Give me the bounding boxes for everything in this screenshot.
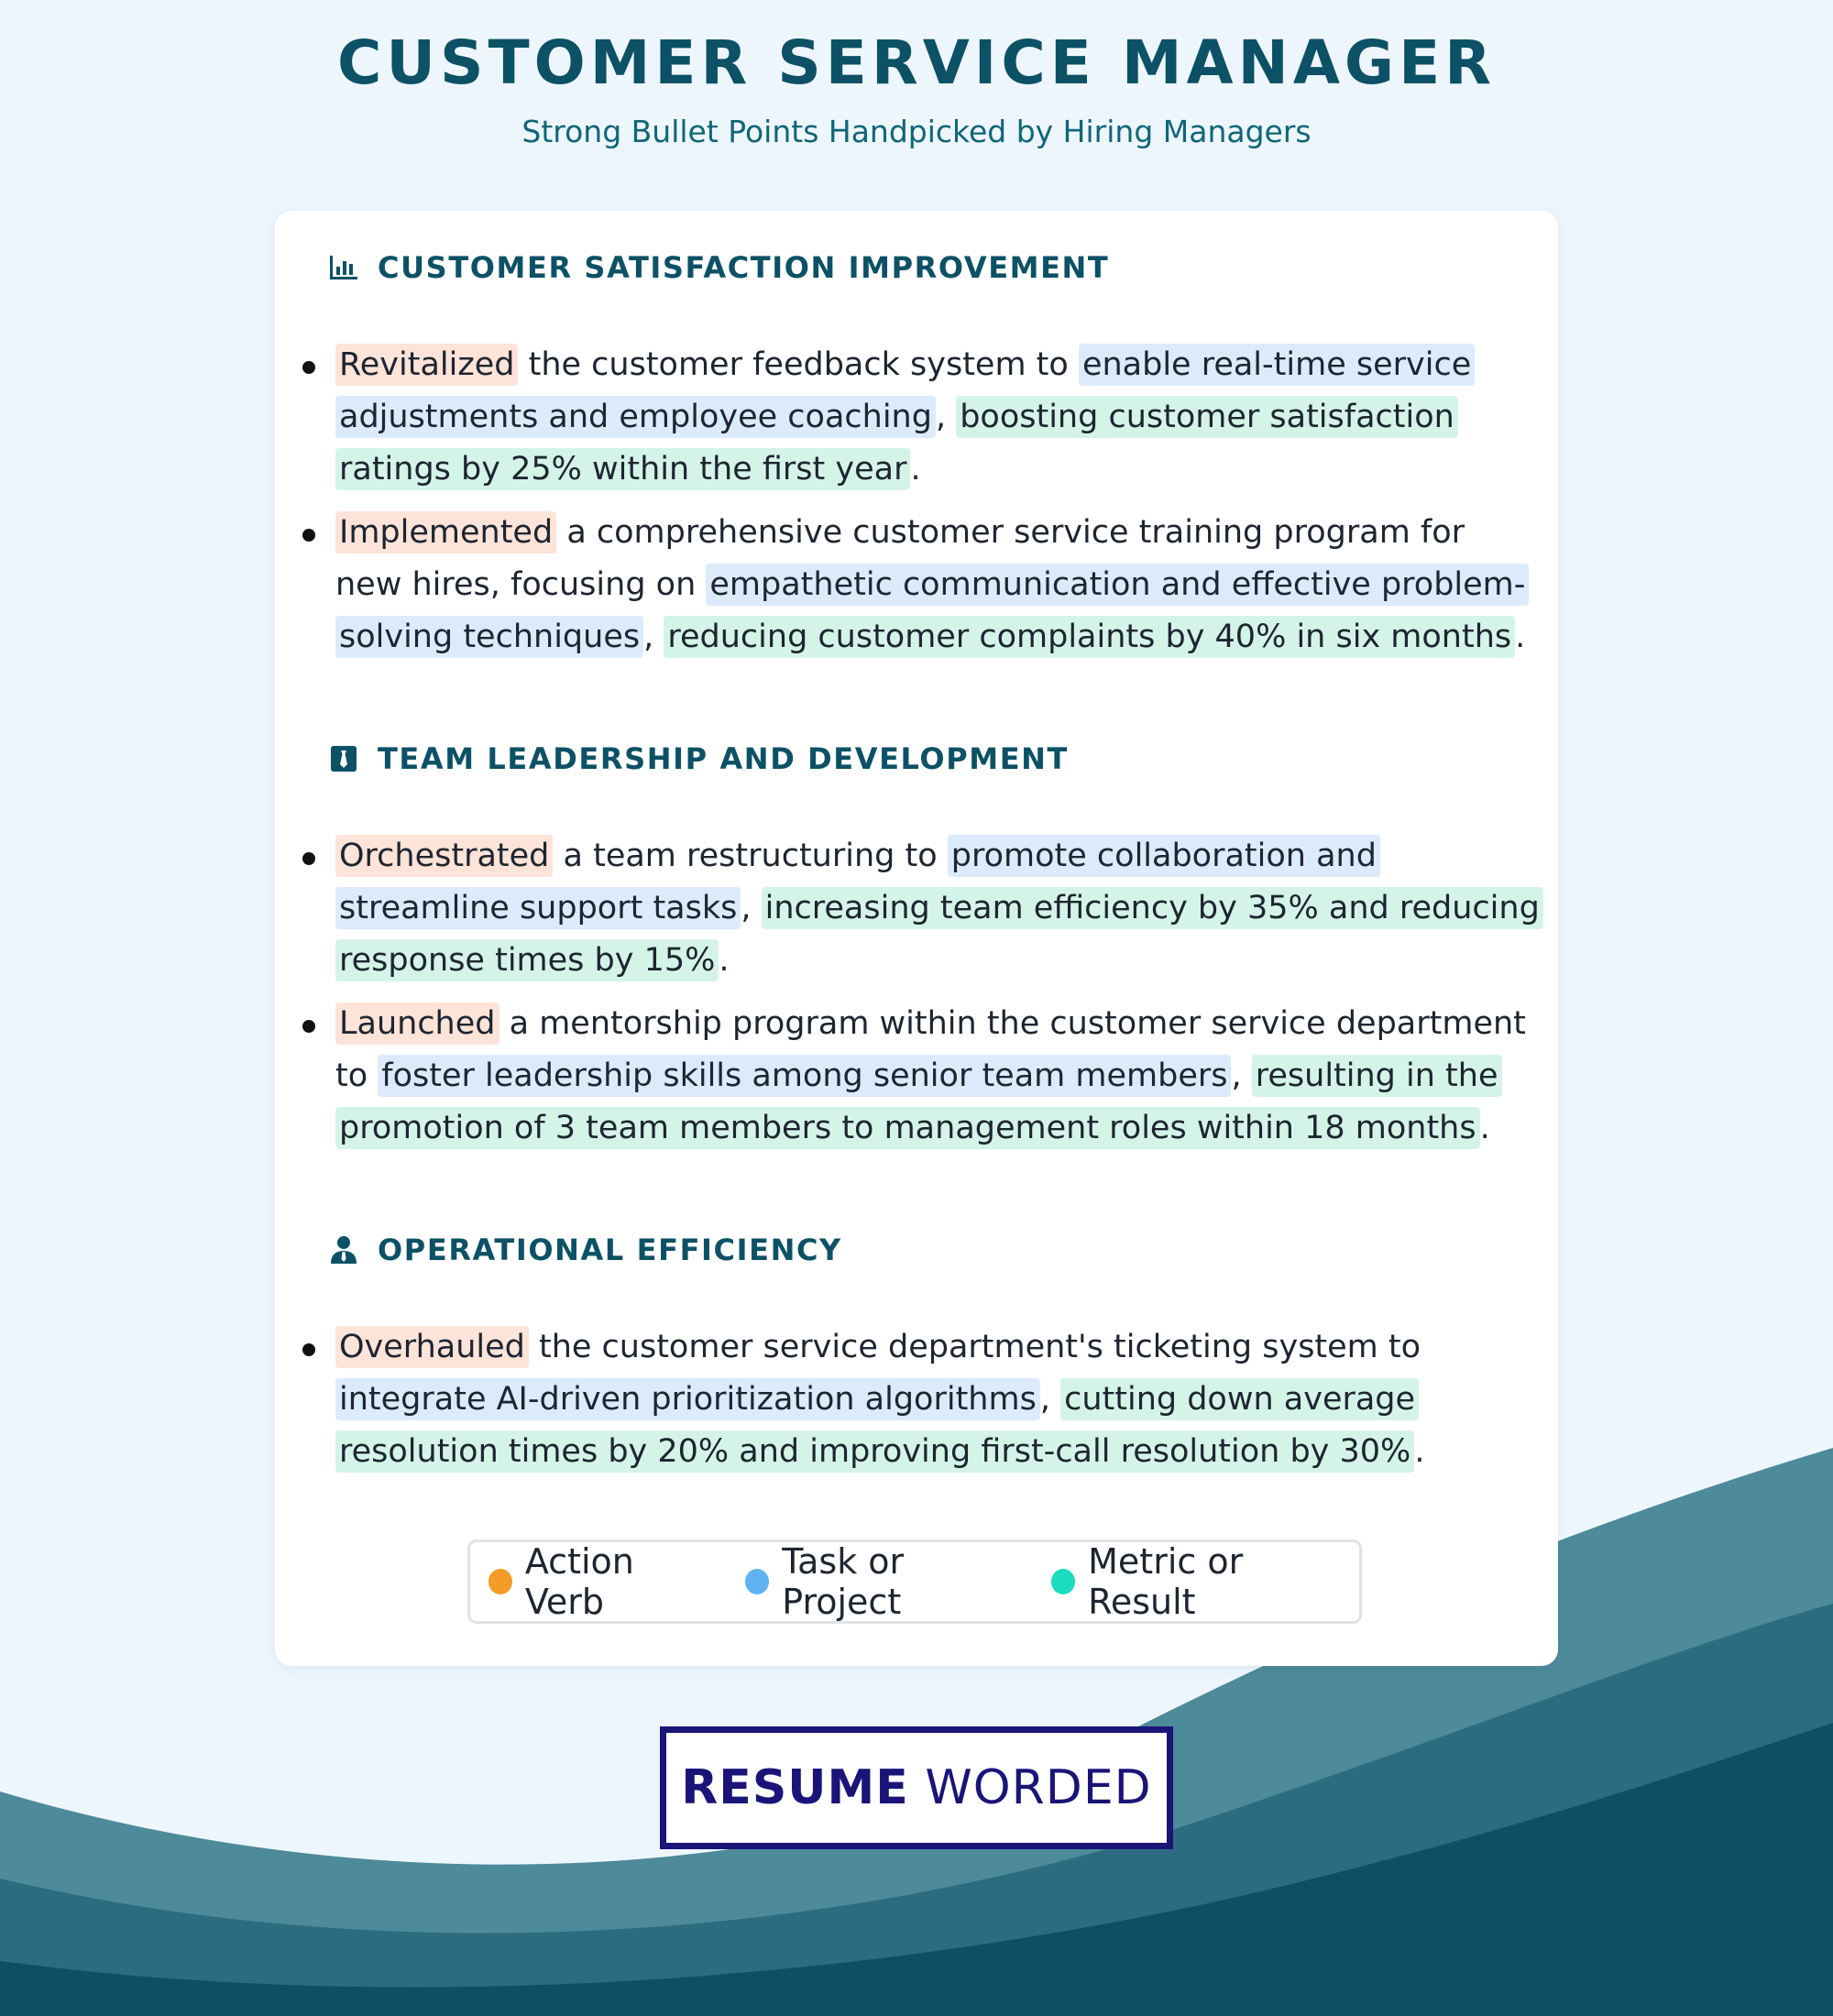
bullet-item (275, 830, 1558, 987)
bullet-list (275, 339, 1558, 674)
page-title: CUSTOMER SERVICE MANAGER (337, 27, 1496, 98)
user-tie-icon (328, 1234, 359, 1265)
logo-text (681, 1760, 1151, 1815)
legend-label: Action Verb (524, 1541, 634, 1622)
section-title: OPERATIONAL EFFICIENCY (378, 1233, 842, 1267)
logo-regular-word: WORDED (925, 1760, 1152, 1815)
action-verb-highlight: Launched (335, 1003, 499, 1045)
bullet-text: , (1231, 1057, 1252, 1094)
bullet-item (275, 507, 1558, 663)
bullet-item (275, 998, 1558, 1155)
bullet-text: , (935, 399, 957, 435)
bullet-text: , (741, 890, 762, 926)
bullet-text: , (643, 619, 664, 655)
bullet-points-card (275, 211, 1558, 1666)
metric-highlight: reducing customer complaints by 40% in six months (664, 616, 1515, 658)
metric-highlight: increasing team efficiency by 35% and reducing response times by 15% (335, 887, 1543, 981)
action-verb-highlight: Overhauled (335, 1326, 529, 1368)
metric-highlight: resulting in the promotion of 3 team members to management roles within 18 months (335, 1055, 1502, 1149)
legend-label: Task or Project (782, 1541, 905, 1622)
legend-item-task (745, 1541, 1015, 1622)
task-dot (745, 1569, 769, 1594)
section-title: TEAM LEADERSHIP AND DEVELOPMENT (378, 741, 1069, 776)
action-verb-highlight: Orchestrated (335, 835, 553, 877)
metric-highlight: boosting customer satisfaction ratings by 25% within the first year (335, 396, 1458, 490)
task-highlight: empathetic communication and effective problem-solving techniques (335, 564, 1529, 658)
metric-dot (1051, 1569, 1075, 1594)
bullet-text: . (910, 451, 921, 488)
bullet-text: . (719, 942, 730, 979)
resume-worded-logo (660, 1726, 1173, 1849)
bullet-list (275, 1321, 1558, 1489)
section-header (328, 739, 1069, 779)
bullet-dot (302, 852, 315, 865)
page-subtitle: Strong Bullet Points Handpicked by Hiring Managers (521, 114, 1312, 149)
section-title: CUSTOMER SATISFACTION IMPROVEMENT (378, 250, 1110, 285)
bullet-text: . (1414, 1433, 1425, 1470)
logo-bold-word: RESUME (681, 1760, 909, 1815)
bullet-dot (302, 1020, 315, 1033)
bullet-dot (302, 529, 315, 542)
bullet-dot (302, 361, 315, 374)
bullet-text: . (1479, 1110, 1490, 1146)
bullet-text: the customer feedback system to (518, 346, 1079, 383)
action-verb-dot (488, 1569, 512, 1594)
bullet-item (275, 1321, 1558, 1478)
metric-highlight: cutting down average resolution times by 20% and improving first-call resolution by 30% (335, 1378, 1419, 1473)
action-verb-highlight: Revitalized (335, 344, 518, 386)
section-header (328, 1230, 842, 1270)
bullet-text: a comprehensive customer service training program for new hires, focusing on (335, 514, 1465, 603)
legend-item-metric (1051, 1541, 1341, 1622)
necktie-icon (328, 743, 359, 774)
bullet-text: a mentorship program within the customer service department to (335, 1005, 1526, 1094)
bullet-list (275, 830, 1558, 1166)
section-header (328, 247, 1109, 288)
bullet-text: a team restructuring to (553, 838, 948, 874)
legend-label: Metric or Result (1088, 1541, 1244, 1622)
task-highlight: enable real-time service adjustments and employee coaching (335, 344, 1475, 438)
legend-item-action-verb (488, 1541, 708, 1622)
task-highlight: foster leadership skills among senior team members (378, 1055, 1231, 1097)
bullet-text: , (1039, 1381, 1061, 1418)
task-highlight: integrate AI-driven prioritization algorithms (335, 1378, 1040, 1420)
highlight-legend (467, 1539, 1362, 1624)
bullet-dot (302, 1343, 315, 1356)
action-verb-highlight: Implemented (335, 511, 556, 553)
task-highlight: promote collaboration and streamline support tasks (335, 835, 1380, 929)
bullet-text: the customer service department's ticketing system to (528, 1329, 1421, 1365)
bullet-item (275, 339, 1558, 496)
bullet-text: . (1515, 619, 1526, 655)
bar-chart-icon (328, 252, 359, 283)
